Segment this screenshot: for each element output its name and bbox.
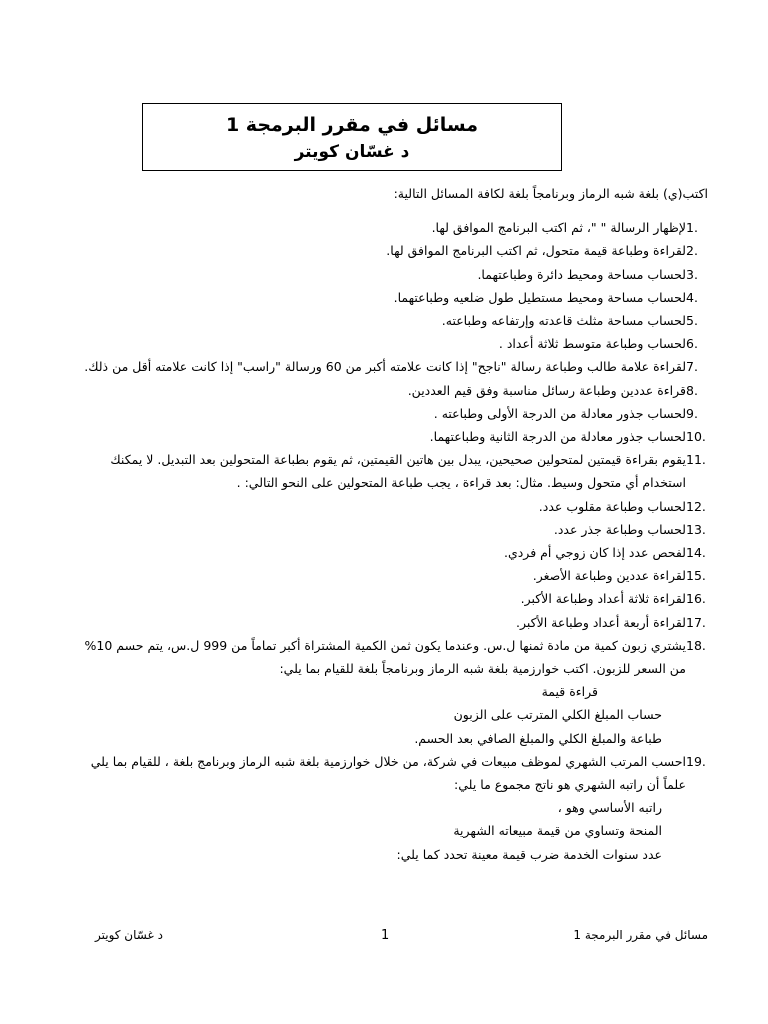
problem-item: 8. قراءة عددين وطباعة رسائل مناسبة وفق قيم العددين. [407,382,698,398]
problem-item: 13. لحساب وطباعة جذر عدد. [553,521,706,537]
problem-item: 7. لقراءة علامة طالب وطباعة رسالة "ناجح" إذا كانت علامته أكبر من 60 ورسالة "راسب" إذا كانت علامته أقل من ذلك. [84,359,698,375]
page-number: 1 [381,928,390,943]
problem-item: 1. لإظهار الرسالة " "، ثم اكتب البرنامج الموافق لها. [431,220,698,236]
document-title: مسائل في مقرر البرمجة 1 [225,114,479,136]
intro-text: اكتب(ي) بلغة شبه الرماز وبرنامجاً بلغة لكافة المسائل التالية: [393,186,708,201]
problem-item: 15. لقراءة عددين وطباعة الأصغر. [532,568,706,584]
problem-step: حساب المبلغ الكلي المترتب على الزبون [453,707,662,723]
problem-item: 19. احسب المرتب الشهري لموظف مبيعات في شركة، من خلال خوارزمية بلغة شبه الرماز وبرنامج بلغة ، للقيام بما يلي علماً أن راتبه الشهري هو ناتج مجموع ما يلي: راتبه الأساسي وهو ، المنحة وتساوي من قيمة مبيعاته الشهرية عدد سنوات الخدمة ضرب قيمة معينة تحدد كما يلي: [70,750,708,866]
problem-item: 9. لحساب جذور معادلة من الدرجة الأولى وطباعته . [433,405,698,421]
problem-item: 3. لحساب مساحة ومحيط دائرة وطباعتهما. [477,266,698,282]
document-body [70,182,708,866]
problem-item: 12. لحساب وطباعة مقلوب عدد. [538,498,706,514]
problem-step: طباعة والمبلغ الكلي والمبلغ الصافي بعد الحسم. [414,730,662,746]
problem-step: قراءة قيمة [541,684,598,700]
problem-item: 11. يقوم بقراءة قيمتين لمتحولين صحيحين، يبدل بين هاتين القيمتين، ثم يقوم بطباعة المتحولين بعد التبديل. لا يمكنك استخدام أي متحول وسيط. مثال: بعد قراءة ، يجب طباعة المتحولين على النحو التالي: . [110,452,706,491]
footer-title: مسائل في مقرر البرمجة 1 [573,928,708,942]
document-author: د غسّان كويتر [294,142,410,162]
problem-item: 17. لقراءة أربعة أعداد وطباعة الأكبر. [516,614,706,630]
problem-item: 2. لقراءة وطباعة قيمة متحول، ثم اكتب البرنامج الموافق لها. [386,243,698,259]
problem-item: 4. لحساب مساحة ومحيط مستطيل طول ضلعيه وطباعتهما. [393,289,698,305]
problem-step: المنحة وتساوي من قيمة مبيعاته الشهرية [453,823,662,839]
problem-item: 16. لقراءة ثلاثة أعداد وطباعة الأكبر. [520,591,706,607]
problem-step: راتبه الأساسي وهو ، [557,800,662,816]
problem-step: عدد سنوات الخدمة ضرب قيمة معينة تحدد كما يلي: [396,846,662,862]
problem-item: 18. يشتري زبون كمية من مادة ثمنها ل.س. وعندما يكون ثمن الكمية المشتراة أكبر تماماً من 999 ل.س، يتم حسم 10% من السعر للزبون. اكتب خوارزمية بلغة شبه الرماز وبرنامجاً بلغة للقيام بما يلي: قراءة قيمة حساب المبلغ الكلي المترتب على الزبون طباعة والمبلغ الكلي والمبلغ الصافي بعد الحسم. [70,634,708,750]
problem-item: 10. لحساب جذور معادلة من الدرجة الثانية وطباعتهما. [429,429,706,445]
footer-author: د غسّان كويتر [95,928,163,942]
problem-list [70,216,708,866]
page-footer [0,928,768,948]
problem-item: 6. لحساب وطباعة متوسط ثلاثة أعداد . [498,336,698,352]
problem-item: 5. لحساب مساحة مثلث قاعدته وإرتفاعه وطباعته. [441,313,698,329]
problem-item: 14. لفحص عدد إذا كان زوجي أم فردي. [503,545,706,561]
title-box [142,103,562,171]
